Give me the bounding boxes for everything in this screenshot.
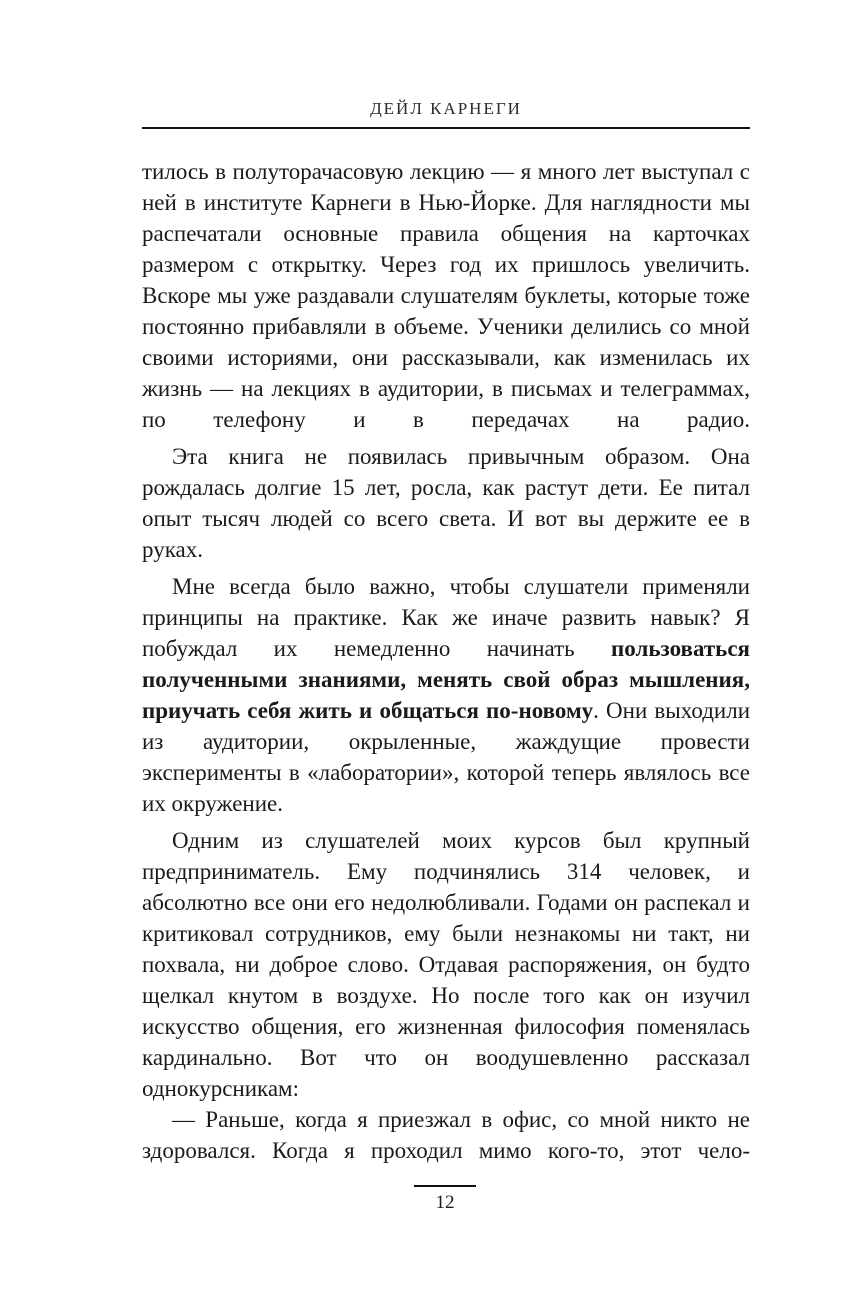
- paragraph-3-text-end: . Они выходили из аудитории, окрыленные, жаждущие провести эксперименты в «лаборатории», которой теперь являлось все их окружение.: [142, 698, 750, 816]
- paragraph-5: — Раньше, когда я приезжал в офис, со мной никто не здоровался. Когда я проходил мимо кого-то, этот чело-: [142, 1107, 750, 1163]
- page-body: [142, 156, 750, 1166]
- paragraph-1: тилось в полуторачасовую лекцию — я много лет выступал с ней в институте Карнеги в Нью-Йорке. Для наглядности мы распечатали основные правила общения на карточках размером с открытку. Через год их пришлось увеличить. Вскоре мы уже раздавали слушателям буклеты, которые тоже постоянно прибавляли в объеме. Ученики делились со мной своими историями, они рассказывали, как изменилась их жизнь — на лекциях в аудитории, в письмах и телеграммах, по телефону и в передачах на радио.: [142, 159, 750, 432]
- footer-rule: [414, 1185, 476, 1187]
- page-number: 12: [435, 1192, 455, 1213]
- paragraph-3-bold-text: пользоваться полученными знаниями, менять свой образ мышления, приучать себя жить и общаться по-новому: [142, 636, 750, 723]
- paragraph-3: [142, 571, 750, 819]
- paragraph-2: Эта книга не появилась привычным образом. Она рождалась долгие 15 лет, росла, как растут дети. Ее питал опыт тысяч людей со всего света. И вот вы держите ее в руках.: [142, 444, 750, 562]
- running-head: ДЕЙЛ КАРНЕГИ: [370, 99, 522, 118]
- paragraph-3-text-start: Мне всегда было важно, чтобы слушатели применяли принципы на практике. Как же иначе развить навык? Я побуждал их немедленно начинать: [142, 574, 750, 661]
- paragraph-4: Одним из слушателей моих курсов был крупный предприниматель. Ему подчинялись 314 человек, и абсолютно все они его недолюбливали. Годами он распекал и критиковал сотрудников, ему были незнакомы ни такт, ни похвала, ни доброе слово. Отдавая распоряжения, он будто щелкал кнутом в воздухе. Но после того как он изучил искусство общения, его жизненная философия поменялась кардинально. Вот что он воодушевленно рассказал однокурсникам:: [142, 828, 750, 1101]
- header-rule: [142, 127, 750, 129]
